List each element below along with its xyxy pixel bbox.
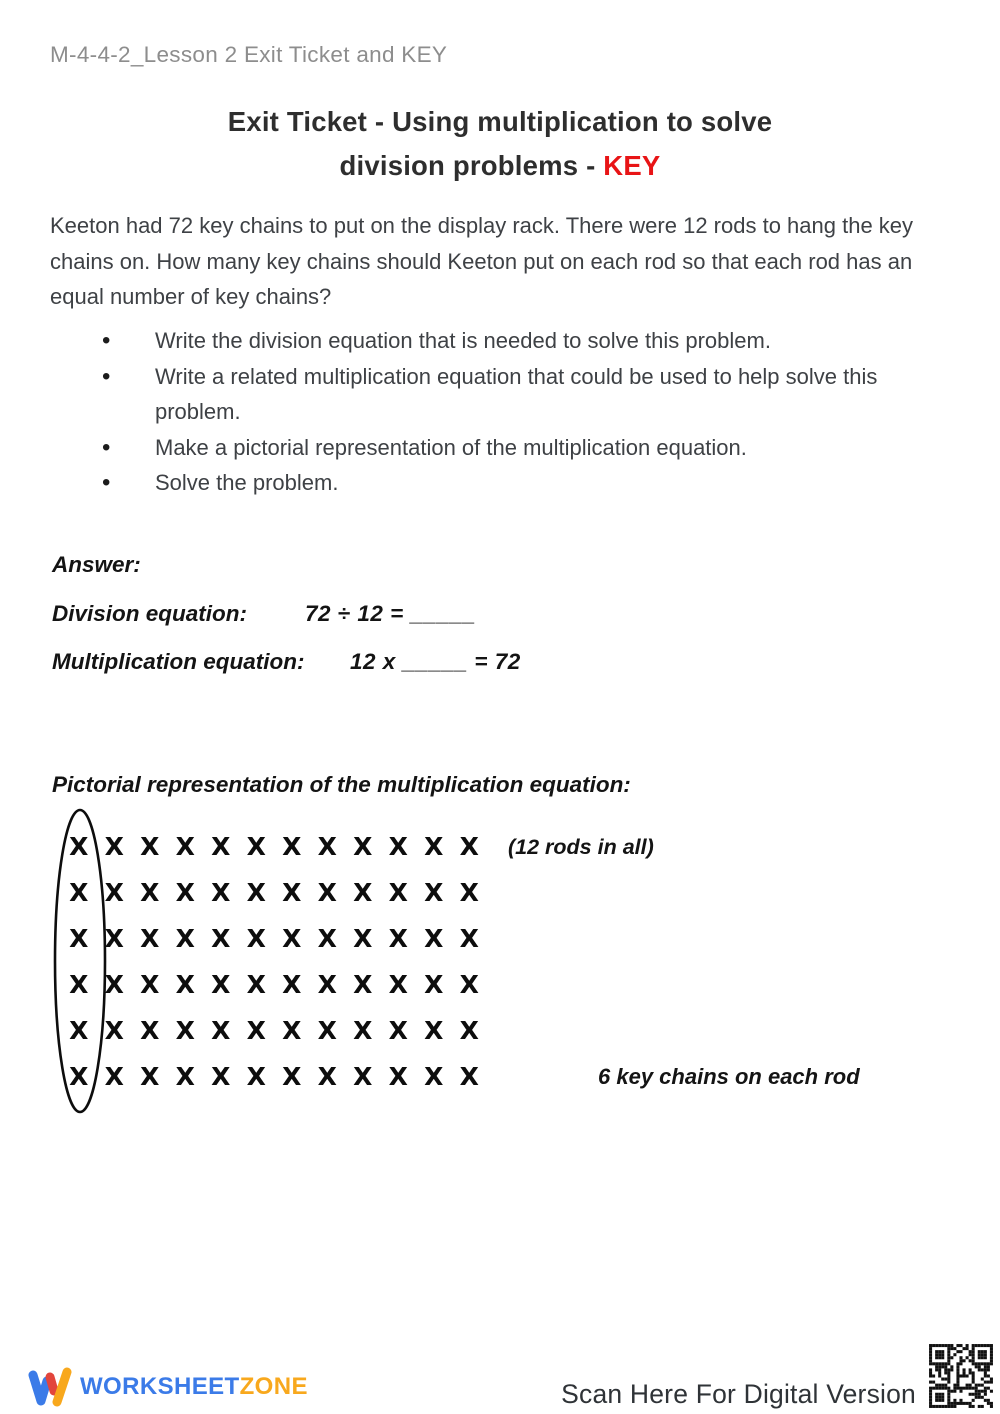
x-mark: X [317, 1062, 337, 1091]
multiplication-equation-line [0, 649, 1000, 679]
instruction-item: • Solve the problem. [0, 465, 960, 501]
x-mark: X [388, 832, 408, 861]
x-mark: X [175, 1062, 195, 1091]
x-mark: X [317, 924, 337, 953]
x-mark: X [246, 878, 266, 907]
x-mark: X [353, 1016, 373, 1045]
worksheetzone-logo [26, 1364, 308, 1410]
x-mark: X [211, 1016, 231, 1045]
x-mark: X [459, 1016, 479, 1045]
multiplication-equation-value: 12 x _____ = 72 [350, 649, 521, 674]
division-equation-value: 72 ÷ 12 = _____ [305, 601, 476, 626]
instruction-list [0, 323, 960, 501]
x-mark: X [104, 832, 124, 861]
x-mark: X [459, 878, 479, 907]
x-mark: X [353, 832, 373, 861]
x-mark: X [175, 970, 195, 999]
x-row [61, 1008, 487, 1054]
x-mark: X [424, 1062, 444, 1091]
x-mark: X [424, 878, 444, 907]
x-mark: X [424, 970, 444, 999]
title-key: KEY [603, 150, 661, 181]
instruction-item: • Write a related multiplication equation that could be used to help solve this problem. [0, 359, 960, 430]
x-mark: X [211, 970, 231, 999]
x-mark: X [424, 832, 444, 861]
x-mark: X [459, 924, 479, 953]
x-row [61, 962, 487, 1008]
division-equation-label: Division equation: [52, 601, 248, 626]
x-mark: X [282, 1016, 302, 1045]
x-mark: X [140, 924, 160, 953]
x-mark: X [282, 878, 302, 907]
x-mark: X [175, 878, 195, 907]
x-mark: X [104, 970, 124, 999]
x-mark: X [69, 1062, 89, 1091]
x-mark: X [140, 1062, 160, 1091]
x-mark: X [424, 1016, 444, 1045]
x-mark: X [69, 924, 89, 953]
x-mark: X [211, 924, 231, 953]
x-mark: X [317, 878, 337, 907]
x-mark: X [69, 878, 89, 907]
x-grid [61, 824, 487, 1100]
x-mark: X [211, 1062, 231, 1091]
x-mark: X [353, 878, 373, 907]
answer-heading: Answer: [52, 552, 141, 577]
instruction-item: • Make a pictorial representation of the multiplication equation. [0, 430, 960, 466]
x-mark: X [211, 878, 231, 907]
x-mark: X [353, 970, 373, 999]
x-mark: X [140, 1016, 160, 1045]
x-mark: X [104, 924, 124, 953]
x-mark: X [69, 1016, 89, 1045]
x-mark: X [282, 832, 302, 861]
x-mark: X [175, 1016, 195, 1045]
x-mark: X [388, 970, 408, 999]
document-title: M-4-4-2_Lesson 2 Exit Ticket and KEY [50, 42, 448, 67]
x-mark: X [317, 832, 337, 861]
brand-worksheet: WORKSHEET [80, 1373, 240, 1400]
x-mark: X [282, 924, 302, 953]
page-title [0, 100, 1000, 188]
x-mark: X [69, 832, 89, 861]
x-mark: X [246, 924, 266, 953]
x-mark: X [175, 924, 195, 953]
x-row [61, 870, 487, 916]
x-mark: X [388, 924, 408, 953]
result-annotation: 6 key chains on each rod [598, 1064, 860, 1089]
x-mark: X [388, 1016, 408, 1045]
x-mark: X [246, 832, 266, 861]
x-mark: X [140, 970, 160, 999]
x-mark: X [104, 1016, 124, 1045]
multiplication-equation-label: Multiplication equation: [52, 649, 305, 674]
page-title-line2 [0, 144, 1000, 188]
rods-annotation: (12 rods in all) [508, 835, 654, 859]
x-mark: X [317, 1016, 337, 1045]
page-title-line1: Exit Ticket - Using multiplication to solve [227, 106, 773, 137]
x-mark: X [140, 878, 160, 907]
x-mark: X [246, 1016, 266, 1045]
x-mark: X [459, 1062, 479, 1091]
problem-statement: Keeton had 72 key chains to put on the display rack. There were 12 rods to hang the key chains on. How many key chains should Keeton put on each rod so that each rod has an equal number of key chains? [50, 213, 914, 310]
division-equation-line [0, 601, 1000, 631]
x-row [61, 824, 487, 870]
x-row [61, 1054, 487, 1100]
x-mark: X [282, 970, 302, 999]
logo-w-icon [26, 1364, 72, 1410]
qr-code [926, 1341, 996, 1411]
x-mark: X [104, 1062, 124, 1091]
x-mark: X [246, 970, 266, 999]
pictorial-heading: Pictorial representation of the multiplication equation: [52, 772, 631, 797]
x-mark: X [388, 1062, 408, 1091]
x-mark: X [424, 924, 444, 953]
x-mark: X [246, 1062, 266, 1091]
brand-name [80, 1373, 308, 1401]
x-mark: X [388, 878, 408, 907]
x-row [61, 916, 487, 962]
x-mark: X [282, 1062, 302, 1091]
x-mark: X [211, 832, 231, 861]
x-mark: X [353, 1062, 373, 1091]
scan-here-text: Scan Here For Digital Version [561, 1379, 916, 1409]
x-mark: X [140, 832, 160, 861]
x-mark: X [175, 832, 195, 861]
x-mark: X [104, 878, 124, 907]
x-mark: X [317, 970, 337, 999]
x-mark: X [459, 832, 479, 861]
x-mark: X [459, 970, 479, 999]
page-title-line2-prefix: division problems - [339, 150, 604, 181]
instruction-item: • Write the division equation that is needed to solve this problem. [0, 323, 960, 359]
x-mark: X [69, 970, 89, 999]
x-mark: X [353, 924, 373, 953]
brand-zone: ZONE [239, 1373, 308, 1400]
